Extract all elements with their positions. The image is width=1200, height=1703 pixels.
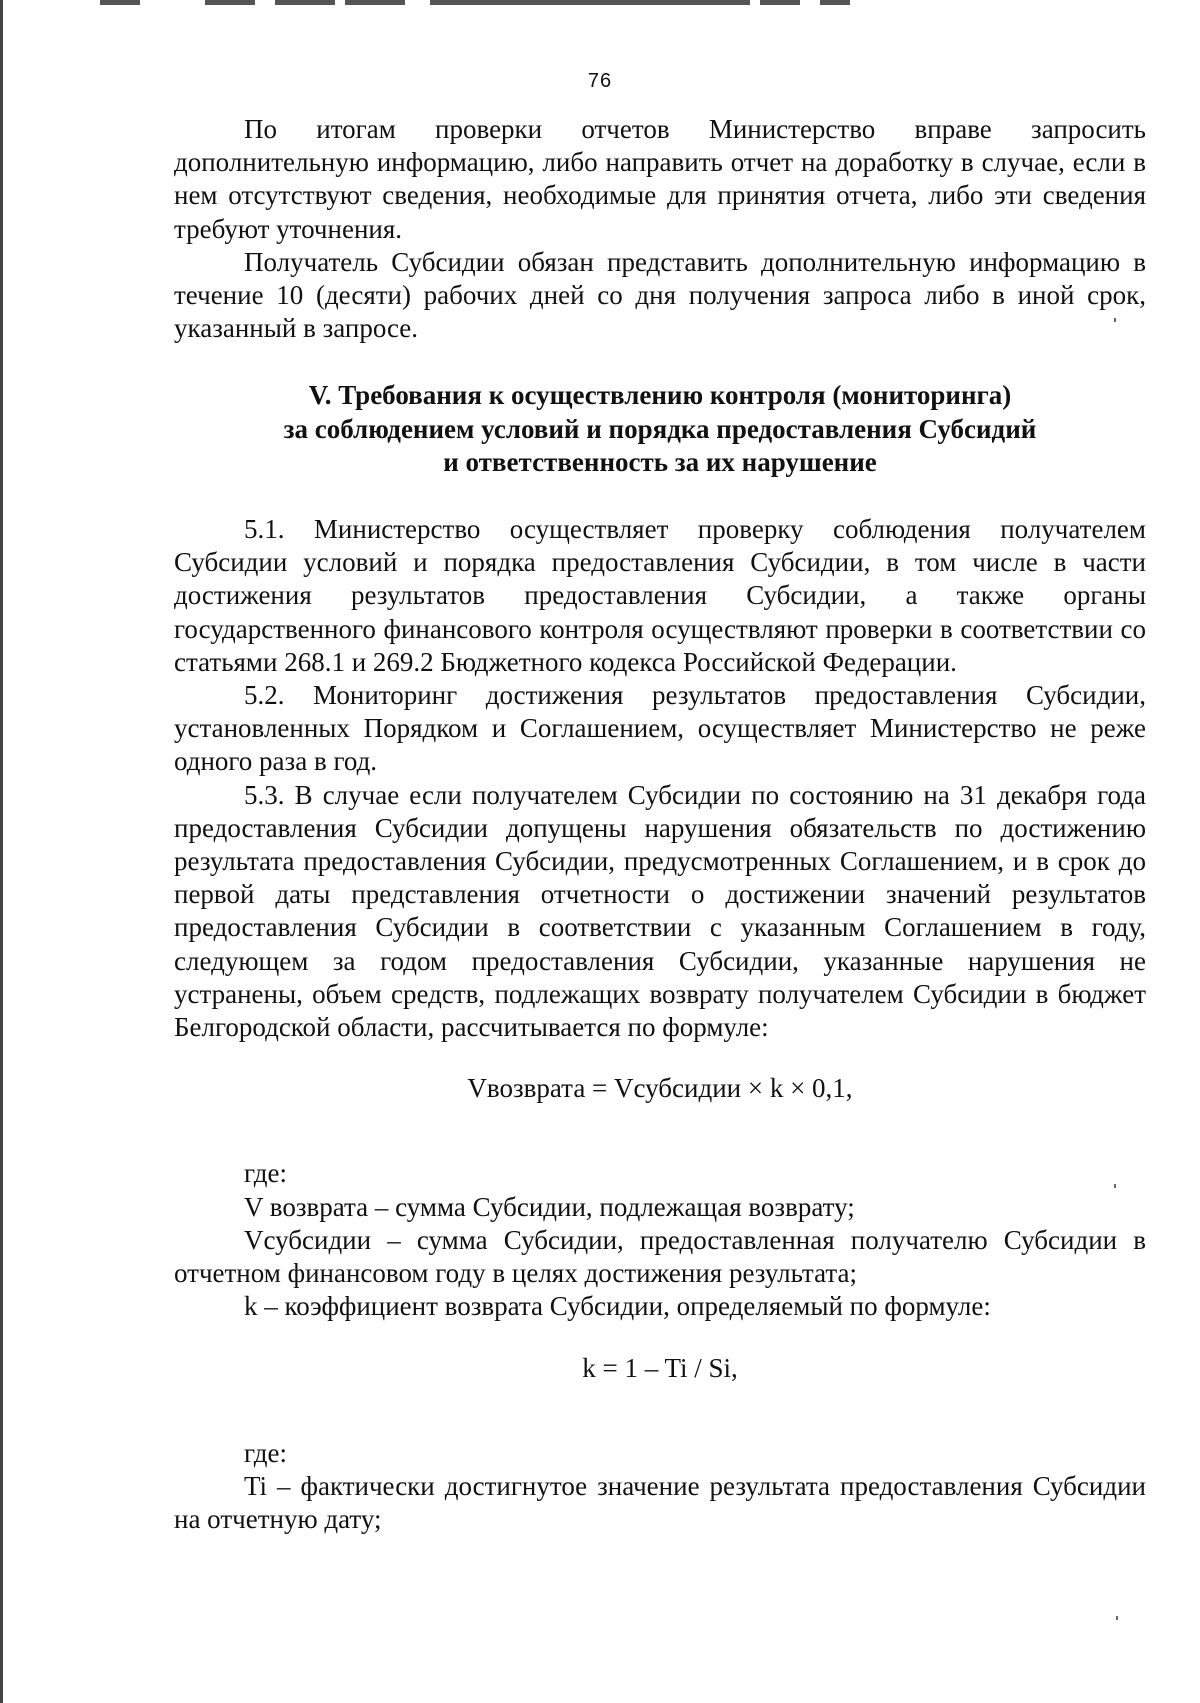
section-title [174, 379, 1146, 479]
definition-k: k – коэффициент возврата Субсидии, определяемый по формуле: [244, 1291, 991, 1322]
page-number: 76 [587, 70, 613, 92]
scan-edge [0, 0, 3, 1703]
definition-v-refund: V возврата – сумма Субсидии, подлежащая возврату; [244, 1191, 855, 1222]
where-label-1: где: [244, 1158, 287, 1189]
section-title-line-2: за соблюдением условий и порядка предоставления Субсидий [283, 413, 1037, 444]
paragraph-additional-info: Получатель Субсидии обязан представить дополнительную информацию в течение 10 (десяти) рабочих дней со дня получения запроса либо в иной срок, указанный в запросе. [174, 246, 1146, 344]
section-title-line-3: и ответственность за их нарушение [443, 446, 877, 477]
definition-v-subsidy: Vсубсидии – сумма Субсидии, предоставленная получателю Субсидии в отчетном финансовом году в целях достижения результата; [174, 1224, 1146, 1289]
clause-5-3: 5.3. В случае если получателем Субсидии по состоянию на 31 декабря года предоставления Субсидии допущены нарушения обязательств по достижению результата предоставления Субсидии, предусмотренных Соглашением, и в срок до первой даты представления отчетности о достижении значений результатов предоставления Субсидии в соответствии с указанным Соглашением в году, следующем за годом предоставления Субсидии, указанные нарушения не устранены, объем средств, подлежащих возврату получателем Субсидии в бюджет Белгородской области, рассчитывается по формуле: [174, 779, 1146, 1043]
formula-refund-volume: Vвозврата = Vсубсидии × k × 0,1, [467, 1073, 853, 1104]
clause-5-2: 5.2. Мониторинг достижения результатов предоставления Субсидии, установленных Порядком и Соглашением, осуществляет Министерство не реже одного раза в год. [174, 680, 1146, 777]
scan-speck [1114, 318, 1116, 322]
clause-5-1: 5.1. Министерство осуществляет проверку соблюдения получателем Субсидии условий и порядка предоставления Субсидии, в том числе в части достижения результатов предоставления Субсидии, а также органы государственного финансового контроля осуществляют проверки в соответствии со статьями 268.1 и 269.2 Бюджетного кодекса Российской Федерации. [174, 514, 1146, 677]
scan-speck [1116, 1616, 1118, 1620]
formula-k-coefficient: k = 1 – Ti / Si, [582, 1352, 738, 1383]
document-body [174, 113, 1146, 1536]
definition-ti: Ti – фактически достигнутое значение результата предоставления Субсидии на отчетную дату; [174, 1470, 1146, 1535]
paragraph-review-results: По итогам проверки отчетов Министерство вправе запросить дополнительную информацию, либо направить отчет на доработку в случае, если в нем отсутствуют сведения, необходимые для принятия отчета, либо эти сведения требуют уточнения. [174, 114, 1146, 244]
scan-top-marks [0, 0, 1200, 8]
where-label-2: где: [244, 1437, 287, 1468]
scan-speck [1114, 1184, 1116, 1188]
section-title-line-1: V. Требования к осуществлению контроля (мониторинга) [308, 380, 1012, 411]
